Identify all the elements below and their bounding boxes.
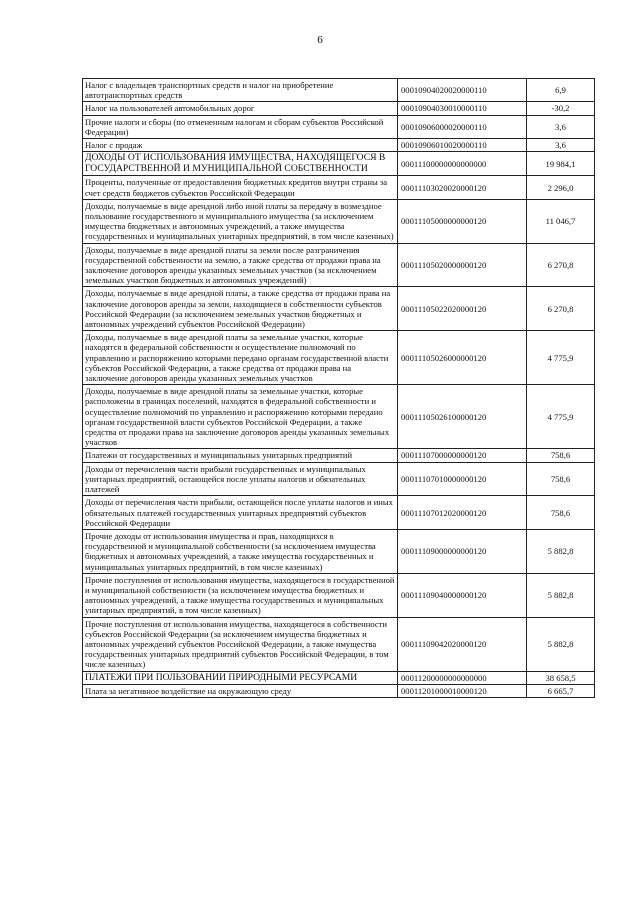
row-amount-cell: -30,2	[527, 102, 595, 115]
table-row	[83, 176, 595, 199]
row-code-cell: 00011200000000000000	[398, 671, 527, 685]
row-name-cell: Налог с продаж	[83, 139, 398, 152]
revenue-table	[82, 78, 595, 698]
table-row	[83, 139, 595, 152]
table-row	[83, 462, 595, 496]
row-code-cell: 00011109040000000120	[398, 573, 527, 617]
row-code-cell: 00011105000000000120	[398, 199, 527, 243]
row-amount-cell: 3,6	[527, 115, 595, 138]
table-row	[83, 496, 595, 530]
table-row	[83, 152, 595, 176]
row-amount-cell: 3,6	[527, 139, 595, 152]
table-row	[83, 79, 595, 102]
page-number: 6	[317, 34, 323, 46]
row-amount-cell: 5 882,8	[527, 617, 595, 671]
row-code-cell: 00010904020020000110	[398, 79, 527, 102]
row-code-cell: 00011105020000000120	[398, 243, 527, 287]
row-name-cell: Доходы, получаемые в виде арендной платы за земли после разграничения государственной собственности на землю, а также средства от продажи права на заключение договоров аренды указанных земельных участков (за исключением земельных участков бюджетных и автономных учреждений)	[83, 243, 398, 287]
row-code-cell: 00011109042020000120	[398, 617, 527, 671]
row-name-cell: Прочие налоги и сборы (по отмененным налогам и сборам субъектов Российской Федерации)	[83, 115, 398, 138]
row-code-cell: 00011103020020000120	[398, 176, 527, 199]
row-name-cell: Доходы, получаемые в виде арендной платы, а также средства от продажи права на заключение договоров аренды за земли, находящиеся в собственности субъектов Российской Федерации (за исключением земельных участков бюджетных и автономных учреждений субъектов Российской Федерации)	[83, 287, 398, 331]
table-row	[83, 385, 595, 449]
table-row	[83, 685, 595, 698]
row-code-cell: 00011105026000000120	[398, 331, 527, 385]
row-amount-cell: 6,9	[527, 79, 595, 102]
row-code-cell: 00011109000000000120	[398, 529, 527, 573]
row-name-cell: Доходы от перечисления части прибыли государственных и муниципальных унитарных предприятий, остающейся после уплаты налогов и обязательных платежей	[83, 462, 398, 496]
table-row	[83, 449, 595, 462]
row-name-cell: Доходы, получаемые в виде арендной либо иной платы за передачу в возмездное пользование государственного и муниципального имущества (за исключением имущества бюджетных и автономных учреждений, а также имущества государственных и муниципальных унитарных предприятий, в том числе казенных)	[83, 199, 398, 243]
row-name-cell: Доходы, получаемые в виде арендной платы за земельные участки, которые расположены в границах поселений, находятся в федеральной собственности и осуществление полномочий по управлению и распоряжению которыми передано органам государственной власти субъектов Российской Федерации, а также средства от продажи права на заключение договоров аренды указанных земельных участков	[83, 385, 398, 449]
row-name-cell: Прочие поступления от использования имущества, находящегося в собственности субъектов Российской Федерации (за исключением имущества бюджетных и автономных учреждений субъектов Российской Федерации, а также имущества государственных унитарных предприятий субъектов Российской Федерации, в том числе казенных)	[83, 617, 398, 671]
row-name-cell: Доходы от перечисления части прибыли, остающейся после уплаты налогов и иных обязательных платежей государственных унитарных предприятий субъектов Российской Федерации	[83, 496, 398, 530]
table-row	[83, 331, 595, 385]
row-amount-cell: 11 046,7	[527, 199, 595, 243]
row-name-cell: Проценты, полученные от предоставления бюджетных кредитов внутри страны за счет средств бюджетов субъектов Российской Федерации	[83, 176, 398, 199]
row-name-cell: Платежи от государственных и муниципальных унитарных предприятий	[83, 449, 398, 462]
row-name-cell: ПЛАТЕЖИ ПРИ ПОЛЬЗОВАНИИ ПРИРОДНЫМИ РЕСУРСАМИ	[83, 671, 398, 685]
table-row	[83, 102, 595, 115]
row-name-cell: Плата за негативное воздействие на окружающую среду	[83, 685, 398, 698]
table-row	[83, 529, 595, 573]
row-code-cell: 00010906000020000110	[398, 115, 527, 138]
table-row	[83, 199, 595, 243]
table-row	[83, 115, 595, 138]
row-code-cell: 00010904030010000110	[398, 102, 527, 115]
row-name-cell: Налог на пользователей автомобильных дорог	[83, 102, 398, 115]
row-name-cell: Доходы, получаемые в виде арендной платы за земельные участки, которые находятся в федеральной собственности и осуществление полномочий по управлению и распоряжению которыми передано органам государственной власти субъектов Российской Федерации, а также средства от продажи права на заключение договоров аренды указанных земельных участков	[83, 331, 398, 385]
table-row	[83, 573, 595, 617]
row-code-cell: 00011107000000000120	[398, 449, 527, 462]
row-code-cell: 00011105022020000120	[398, 287, 527, 331]
row-amount-cell: 6 270,8	[527, 243, 595, 287]
row-name-cell: ДОХОДЫ ОТ ИСПОЛЬЗОВАНИЯ ИМУЩЕСТВА, НАХОДЯЩЕГОСЯ В ГОСУДАРСТВЕННОЙ И МУНИЦИПАЛЬНОЙ СОБСТВЕННОСТИ	[83, 152, 398, 176]
row-amount-cell: 19 984,1	[527, 152, 595, 176]
row-amount-cell: 5 882,8	[527, 529, 595, 573]
row-amount-cell: 6 665,7	[527, 685, 595, 698]
table-row	[83, 671, 595, 685]
row-name-cell: Прочие поступления от использования имущества, находящегося в государственной и муниципальной собственности (за исключением имущества бюджетных и автономных учреждений, а также имущества государственных и муниципальных унитарных предприятий, в том числе казенных)	[83, 573, 398, 617]
table-row	[83, 287, 595, 331]
row-code-cell: 00011105026100000120	[398, 385, 527, 449]
row-code-cell: 00010906010020000110	[398, 139, 527, 152]
row-amount-cell: 758,6	[527, 496, 595, 530]
table-row	[83, 617, 595, 671]
row-amount-cell: 2 296,0	[527, 176, 595, 199]
row-amount-cell: 5 882,8	[527, 573, 595, 617]
row-code-cell: 00011201000010000120	[398, 685, 527, 698]
row-code-cell: 00011107012020000120	[398, 496, 527, 530]
row-amount-cell: 4 775,9	[527, 385, 595, 449]
row-name-cell: Налог с владельцев транспортных средств и налог на приобретение автотранспортных средств	[83, 79, 398, 102]
row-amount-cell: 4 775,9	[527, 331, 595, 385]
row-code-cell: 00011100000000000000	[398, 152, 527, 176]
row-amount-cell: 38 658,5	[527, 671, 595, 685]
table-row	[83, 243, 595, 287]
row-amount-cell: 6 270,8	[527, 287, 595, 331]
revenue-table-body	[83, 79, 595, 698]
row-name-cell: Прочие доходы от использования имущества и прав, находящихся в государственной и муниципальной собственности (за исключением имущества бюджетных и автономных учреждений, а также имущества государственных и муниципальных унитарных предприятий, в том числе казенных)	[83, 529, 398, 573]
row-amount-cell: 758,6	[527, 462, 595, 496]
row-code-cell: 00011107010000000120	[398, 462, 527, 496]
row-amount-cell: 758,6	[527, 449, 595, 462]
